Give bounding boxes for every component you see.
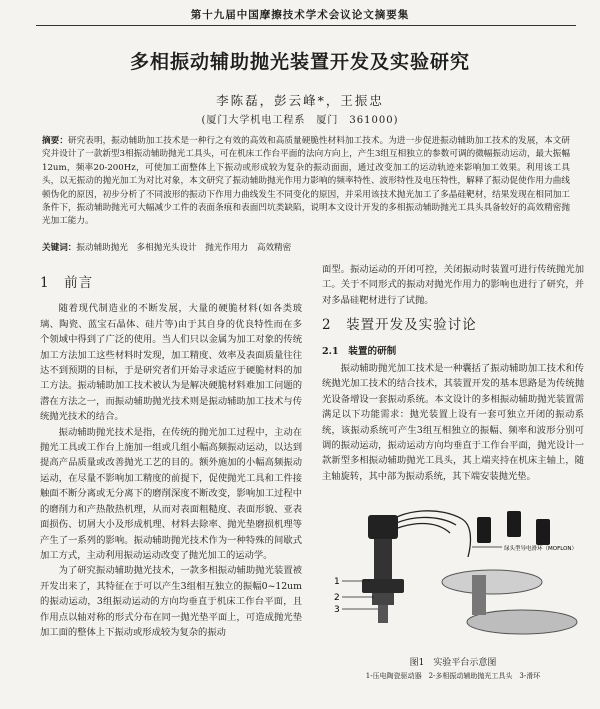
affiliation: (厦门大学机电工程系 厦门 361000) <box>201 115 399 126</box>
section-1-heading: 1 前言 <box>40 275 94 291</box>
abstract-text: 研究表明，振动辅助加工技术是一种行之有效的高效和高质量硬脆性材料加工技术。为进一步促进振动辅助加工技术的发展，本文研究并设计了一款新型3相振动辅助抛光工具头，可在机床工作台平面的法向方向上，产生3组互相独立的参数可调的微幅振动运动，最大振幅12um，频率20-200Hz，可使加工面整体上下振动或形成较为复杂的振动面面，通过改变加工的运动轨迹来影响加工效果。利用该工具头，以无振动的抛光加工为对比对象，本文研究了振动辅助抛光作用力影响的频率特性、波形特性及电压特性，解释了振动促使作用力曲线顿伪化的原因，初步分析了不同波形的振动下作用力曲线发生不同变化的原因，并采用该技术抛光加工了多晶硅靶材，结果发现在相同加工条件下，振动辅助抛光可大幅减少工件的表面条痕和表面凹坑类缺陷，说明本文设计开发的多相振动辅助抛光工具头具备较好的高效精密抛光加工能力。 <box>42 136 570 227</box>
figure-caption: 图1 实验平台示意图 <box>409 658 497 668</box>
right-column <box>322 262 584 484</box>
section-2-1-heading: 2.1 装置的研制 <box>322 345 397 357</box>
machine-spindle <box>442 570 577 634</box>
left-column <box>40 276 302 640</box>
vibration-tool-head <box>362 515 404 623</box>
running-head: 第十九届中国摩擦技术学术会议论文摘要集 <box>190 9 410 21</box>
section-2-1-paragraph: 振动辅助抛光加工技术是一种囊括了振动辅助加工技术和传统抛光加工技术的结合技术，其装置开发的基本思路是为传统抛光设备增设一套振动系统。本文设计的多相振动辅助抛光装置需满足以下功能需求：抛光装置上设有一套可独立开闭的振动系统，该振动系统可产生3组互相独立的振幅、频率和波形分别可调的振动运动，振动运动方向均垂直于工作台平面，抛光设计一款新型多相振动辅助抛光工具头，其上端夹持在机床主轴上，随主轴旋转，其中部为振动系统，其下端安装抛光垫。 <box>322 363 584 482</box>
abstract <box>42 135 570 229</box>
keywords <box>42 241 570 253</box>
section-1-paragraph-2: 振动辅助抛光技术是指，在传统的抛光加工过程中，主动在抛光工具或工作台上施加一组或几组小幅高频振动运动，以达到提高产品质量或改善抛光工艺的目的。额外施加的小幅高频振动运动，在尽量不影响加工精度的前提下，促使抛光工具和工件接触面不断分离或无分离下的磨削深度不断改变，影响加工过程中的磨削力和产热散热机理，从而对表面粗糙度、表面形貌、亚表面损伤、切屑大小及形成机理、材料去除率、抛光垫磨损机理等产生了一系列的影响。振动辅助抛光技术作为一种特殊的间歇式加工方式，主动利用振动运动改变了抛光加工的运动学。 <box>40 426 302 561</box>
paper-title: 多相振动辅助抛光装置开发及实验研究 <box>129 51 470 73</box>
section-2-heading: 2 装置开发及实验讨论 <box>322 317 477 334</box>
callout-3: 3 <box>334 605 340 615</box>
callout-1: 1 <box>334 577 340 587</box>
figure-legend: 1-压电陶瓷驱动器 2-多相振动辅助抛光工具头 3-滑环 <box>365 672 541 680</box>
continued-paragraph: 面型。振动运动的开闭可控，关闭振动时装置可进行传统抛光加工。关于不同形式的振动对抛光作用力的影响也进行了研究，并对多晶硅靶材进行了试抛。 <box>322 264 584 306</box>
keywords-label: 关键词： <box>42 243 77 253</box>
section-1-paragraph-3: 为了研究振动辅助抛光技术，一款多相振动辅助抛光装置被开发出来了，其特征在于可以产生3组相互独立的振幅0~12um的振动运动，3组振动运动的方向均垂直于机床工作台平面，且作用点以轴对称的形式分布在同一抛光垫平面上，可造成抛光垫加工面的整体上下振动或形成较为复杂的振动 <box>40 565 302 638</box>
keywords-text: 振动辅助抛光 多相抛光头设计 抛光作用力 高效精密 <box>76 243 292 253</box>
abstract-label: 摘要： <box>42 136 68 146</box>
piezo-actuators <box>477 511 550 545</box>
slip-ring-label: 绿头型导电滑环（MOFLON） <box>504 546 578 552</box>
experiment-platform-figure <box>322 497 584 652</box>
header-rule <box>36 25 576 26</box>
section-1-paragraph-1: 随着现代制造业的不断发展，大量的硬脆材料(如各类玻璃、陶瓷、蓝宝石晶体、硅片等)由于其自身的优良特性而在多个领域中得到了广泛的使用。当人们只以金属为加工对象的传统加工方法加工这些材料时发现，加工精度、效率及表面质量往往达不到预期的目标，于是研究者们开始寻求适应于硬脆材料的加工方法。振动辅助加工技术被认为是解决硬脆材料难加工问题的潜在方法之一，而振动辅助抛光技术则是振动辅助加工技术与传统抛光技术的结合。 <box>40 303 302 423</box>
authors: 李陈磊，彭云峰*，王振忠 <box>216 93 384 108</box>
callout-2: 2 <box>334 593 340 603</box>
